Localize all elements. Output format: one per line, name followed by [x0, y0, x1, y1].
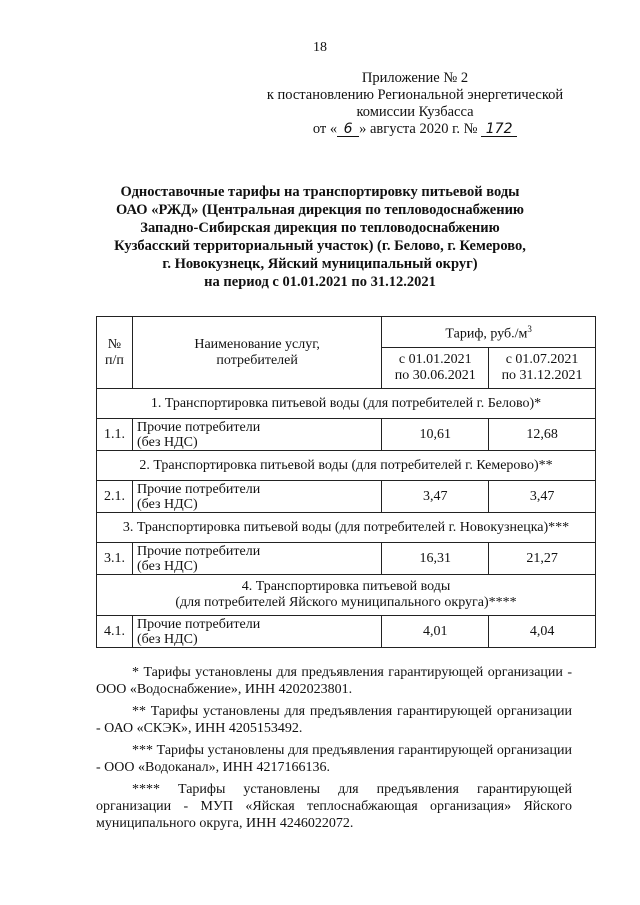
- appendix-line-2: к постановлению Региональной энергетической: [266, 87, 564, 103]
- page-number: 18: [313, 40, 327, 55]
- footnote: ** Тарифы установлены для предъявления гарантирующей организации - ОАО «СКЭК», ИНН 4205153492.: [96, 704, 572, 736]
- row-name: Прочие потребители (без НДС): [132, 616, 381, 648]
- section-header-row: [97, 389, 596, 419]
- section-header-row: [97, 451, 596, 481]
- appendix-header: [250, 70, 580, 138]
- footnote: **** Тарифы установлены для предъявления гарантирующей организации - МУП «Яйская теплоснабжающая организация» Яйского муниципального округа, ИНН 4246022072.: [96, 782, 572, 831]
- footnote: * Тарифы установлены для предъявления гарантирующей организации - ООО «Водоснабжение», ИНН 4202023801.: [96, 665, 572, 697]
- handwritten-doc-number: 172: [481, 122, 517, 137]
- row-value-period-2: 3,47: [489, 481, 596, 513]
- title-line-5: г. Новокузнецк, Яйский муниципальный округ): [162, 256, 478, 272]
- section-title: 3. Транспортировка питьевой воды (для потребителей г. Новокузнецка)***: [97, 513, 596, 543]
- footnote: *** Тарифы установлены для предъявления гарантирующей организации - ООО «Водоканал», ИНН 4217166136.: [96, 743, 572, 775]
- row-value-period-2: 4,04: [489, 616, 596, 648]
- tariff-table: [96, 316, 596, 648]
- row-name: Прочие потребители (без НДС): [132, 419, 381, 451]
- title-line-3: Западно-Сибирская дирекция по тепловодоснабжению: [140, 220, 500, 236]
- row-num: 2.1.: [97, 481, 133, 513]
- title-line-1: Одноставочные тарифы на транспортировку питьевой воды: [120, 184, 520, 200]
- table-row: [97, 616, 596, 648]
- title-line-6: на период с 01.01.2021 по 31.12.2021: [204, 274, 436, 290]
- section-header-row: [97, 575, 596, 616]
- section-title: 4. Транспортировка питьевой воды (для потребителей Яйского муниципального округа)****: [97, 575, 596, 616]
- row-num: 4.1.: [97, 616, 133, 648]
- footnotes: [96, 664, 572, 837]
- row-value-period-1: 10,61: [382, 419, 489, 451]
- row-value-period-1: 16,31: [382, 543, 489, 575]
- appendix-line-3: комиссии Кузбасса: [356, 104, 474, 120]
- header-period-1: с 01.01.2021 по 30.06.2021: [382, 348, 489, 389]
- date-middle: » августа 2020 г. №: [359, 121, 478, 137]
- section-title: 1. Транспортировка питьевой воды (для потребителей г. Белово)*: [97, 389, 596, 419]
- row-value-period-1: 3,47: [382, 481, 489, 513]
- table-header-row: [97, 317, 596, 348]
- title-line-4: Кузбасский территориальный участок) (г. Белово, г. Кемерово,: [114, 238, 526, 254]
- header-period-2: с 01.07.2021 по 31.12.2021: [489, 348, 596, 389]
- row-value-period-2: 12,68: [489, 419, 596, 451]
- row-value-period-1: 4,01: [382, 616, 489, 648]
- appendix-line-1: Приложение № 2: [361, 70, 469, 86]
- date-prefix: от «: [312, 121, 338, 137]
- row-name: Прочие потребители (без НДС): [132, 481, 381, 513]
- document-title: [70, 183, 570, 291]
- title-line-2: ОАО «РЖД» (Центральная дирекция по тепловодоснабжению: [115, 202, 525, 218]
- header-tariff: Тариф, $руб./м^3$: [382, 317, 596, 348]
- row-name: Прочие потребители (без НДС): [132, 543, 381, 575]
- header-name: Наименование услуг, потребителей: [132, 317, 381, 389]
- table-row: [97, 419, 596, 451]
- row-num: 1.1.: [97, 419, 133, 451]
- appendix-date-line: [250, 121, 580, 138]
- section-header-row: [97, 513, 596, 543]
- row-value-period-2: 21,27: [489, 543, 596, 575]
- handwritten-day: 6: [337, 122, 359, 137]
- table-row: [97, 481, 596, 513]
- row-num: 3.1.: [97, 543, 133, 575]
- table-row: [97, 543, 596, 575]
- section-title: 2. Транспортировка питьевой воды (для потребителей г. Кемерово)**: [97, 451, 596, 481]
- header-num: № п/п: [97, 317, 133, 389]
